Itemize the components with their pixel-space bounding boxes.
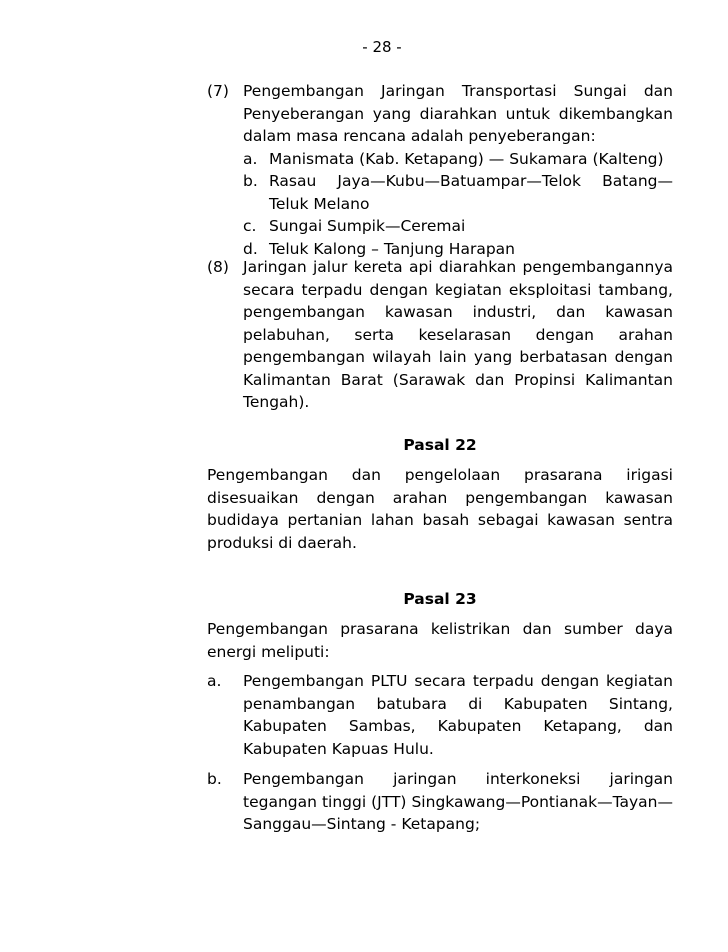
pasal-23-item-a-text: Pengembangan PLTU secara terpadu dengan kegiatan penambangan batubara di Kabupaten Sintang, Kabupaten Sambas, Kabupaten Ketapang, dan Kabupaten Kapuas Hulu. [243,672,673,758]
item-7-text: Pengembangan Jaringan Transportasi Sungai dan Penyeberangan yang diarahkan untuk dikembangkan dalam masa rencana adalah penyeberangan: [243,82,673,145]
sub-d-marker: d. [243,239,258,258]
item-7-marker: (7) [207,82,229,100]
pasal-23-item-b [207,768,673,836]
sub-b-text-line2: Teluk Melano [269,194,370,213]
sub-a-text: Manismata (Kab. Ketapang) — Sukamara (Kalteng) [269,149,664,168]
item-7-sub-b [243,170,673,215]
sub-c-marker: c. [243,217,257,235]
item-7 [207,80,673,260]
pasal-22-heading: Pasal 22 [403,436,477,454]
item-8 [207,256,673,414]
sub-d-text: Teluk Kalong – Tanjung Harapan [269,239,515,258]
item-7-sub-c [243,215,673,238]
pasal-23-list [207,670,673,836]
pasal-22-text: Pengembangan dan pengelolaan prasarana irigasi disesuaikan dengan arahan pengembangan kawasan budidaya pertanian lahan basah sebagai kawasan sentra produksi di daerah. [207,466,673,552]
sub-c-text: Sungai Sumpik—Ceremai [269,217,466,235]
pasal-23-intro-line1: Pengembangan prasarana kelistrikan dan sumber daya [207,620,673,638]
sub-a-marker: a. [243,149,258,168]
page-number: - 28 - [362,38,402,56]
sub-b-marker: b. [243,172,258,190]
pasal-23-intro-line2: energi meliputi: [207,642,330,661]
pasal-23-intro [207,618,673,663]
pasal-23-item-a-marker: a. [207,672,222,690]
item-8-marker: (8) [207,258,229,276]
item-7-sub-a [243,148,673,171]
pasal-23-heading: Pasal 23 [403,590,477,608]
item-8-text: Jaringan jalur kereta api diarahkan pengembangannya secara terpadu dengan kegiatan eksploitasi tambang, pengembangan kawasan industri, dan kawasan pelabuhan, serta keselarasan dengan arahan pengembangan wilayah lain yang berbatasan dengan Kalimantan Barat (Sarawak dan Propinsi Kalimantan Tengah). [243,258,673,411]
sub-b-text-line1: Rasau Jaya—Kubu—Batuampar—Telok Batang— [269,172,673,190]
pasal-23-item-b-marker: b. [207,770,222,788]
pasal-23-item-b-text: Pengembangan jaringan interkoneksi jaringan tegangan tinggi (JTT) Singkawang—Pontianak—Tayan—Sanggau—Sintang - Ketapang; [243,770,673,833]
pasal-23-item-a [207,670,673,760]
